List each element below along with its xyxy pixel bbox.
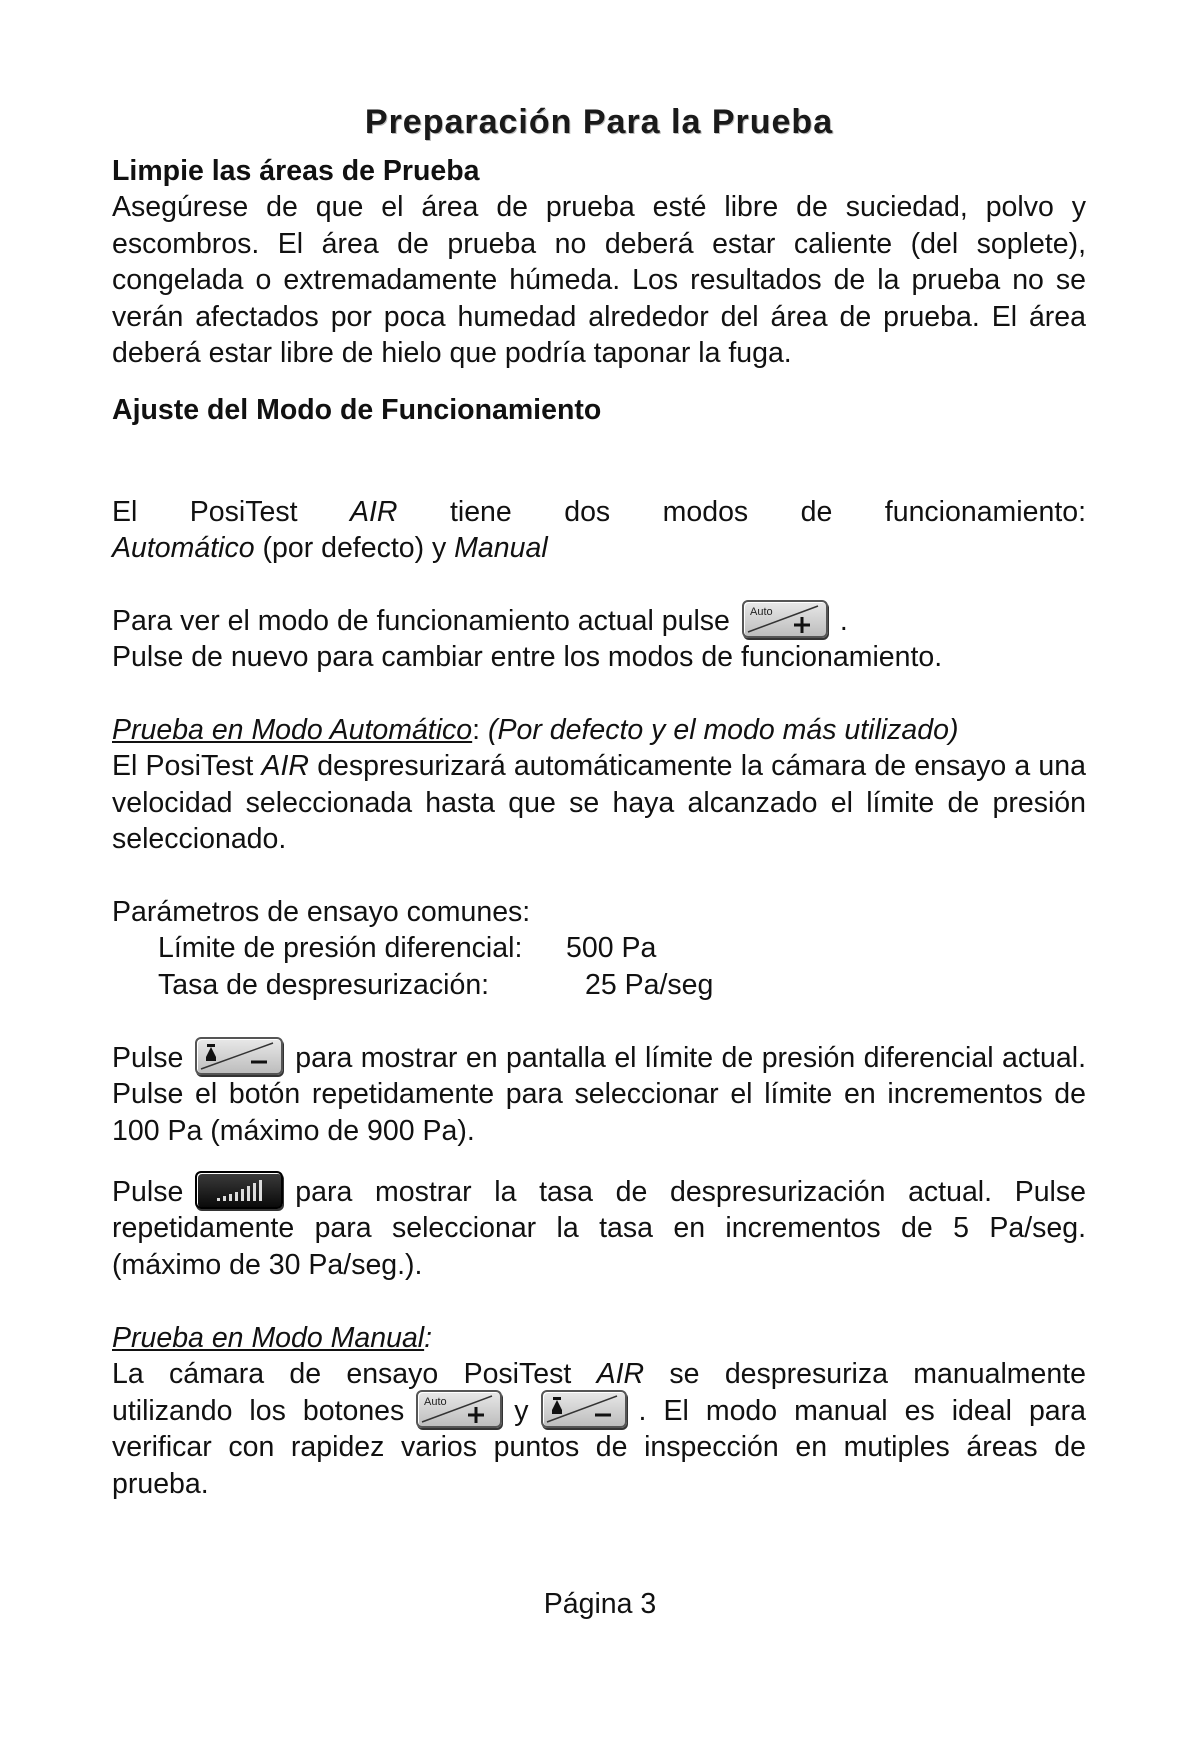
page-title: Preparación Para la Prueba [364,103,834,141]
signal-bars-icon[interactable] [195,1171,283,1209]
manual-line3: verificar con rapidez varios puntos de inspección en mutiples áreas de prueba. [112,1431,1086,1500]
section-operating-mode [112,392,1086,428]
auto-mode-body: El PosiTest AIR despresurizará automáticamente la cámara de ensayo a una velocidad seleccionada hasta que se haya alcanzado el límite de presión seleccionado. [112,750,1086,856]
page-number: Página 3 [543,1588,657,1620]
mode-intro [112,494,1086,567]
svg-text:Auto: Auto [424,1396,447,1409]
svg-text:Auto: Auto [749,606,773,619]
limit-minus-icon[interactable] [541,1390,627,1428]
param-limit-row: Límite de presión diferencial: 500 Pa [158,932,657,965]
rate-paragraph: Pulse para mostrar la tasa de despresurización actual. Pulse repetidamente para seleccionar la tasa en incrementos de 5 Pa/seg. (máximo de 30 Pa/seg.). [112,1174,1086,1283]
section-body: Asegúrese de que el área de prueba esté libre de suciedad, polvo y escombros. El área de prueba no deberá estar caliente (del soplete), congelada o extremadamente húmeda. Los resultados de la prueba no se verán afectados por poca humedad alrededor del área de prueba. El área deberá estar libre de hielo que podría taponar la fuga. [112,191,1086,370]
limit-minus-icon[interactable] [195,1037,283,1075]
manual-line1: La cámara de ensayo PosiTest AIR se despresuriza manualmente [112,1358,1086,1391]
param-rate-row: Tasa de despresurización: 25 Pa/seg [158,968,714,1001]
auto-mode-paragraph [112,712,1086,858]
mode-intro-line2: Automático (por defecto) y Manual [112,532,548,565]
auto-plus-icon[interactable] [742,600,828,638]
section-heading: Limpie las áreas de Prueba [112,155,480,187]
manual-line2: utilizando los botones Auto y . El modo manual es ideal para [112,1393,1086,1429]
section-heading: Ajuste del Modo de Funcionamiento [112,394,602,426]
manual-mode-paragraph [112,1320,1086,1502]
view-mode-line: Para ver el modo de funcionamiento actual pulse Auto . [112,603,1086,639]
test-parameters [112,894,1086,1003]
params-heading: Parámetros de ensayo comunes: [112,896,531,928]
limit-paragraph: Pulse para mostrar en pantalla el límite de presión diferencial actual. Pulse el botón repetidamente para seleccionar el límite en incrementos de 100 Pa (máximo de 900 Pa). [112,1040,1086,1149]
auto-plus-icon[interactable] [416,1390,502,1428]
mode-intro-line1: El PosiTest AIR tiene dos modos de funcionamiento: [112,496,1087,528]
manual-mode-heading: Prueba en Modo Manual: [112,1322,433,1354]
section-clean-areas [112,153,1086,371]
auto-mode-heading: Prueba en Modo Automático: (Por defecto y el modo más utilizado) [112,714,959,746]
press-again-line: Pulse de nuevo para cambiar entre los modos de funcionamiento. [112,641,943,674]
view-mode-paragraph [112,603,1086,676]
